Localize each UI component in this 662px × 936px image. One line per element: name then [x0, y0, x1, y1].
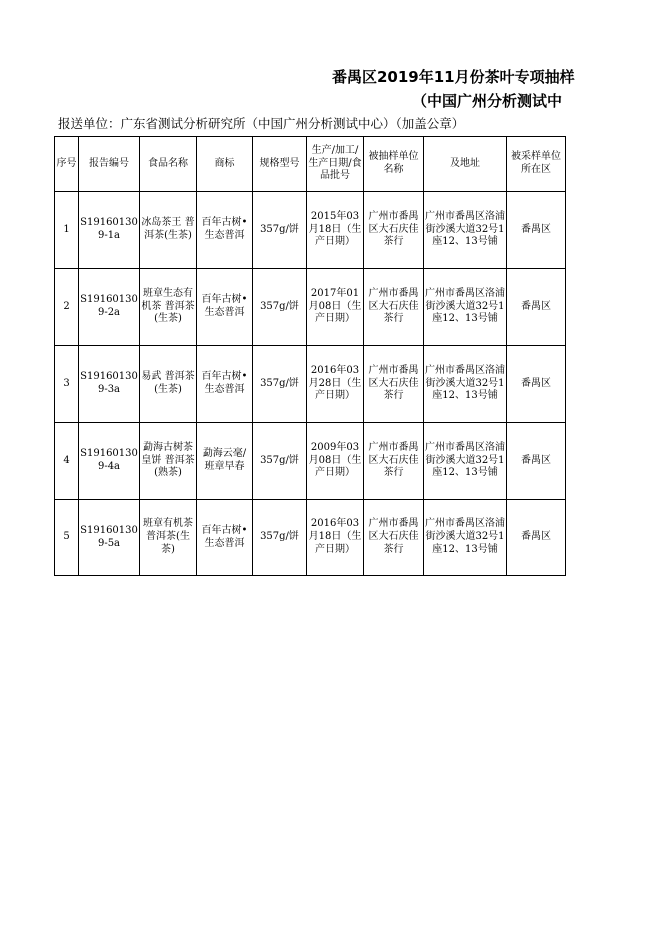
cell-address: 广州市番禺区洛浦街沙溪大道32号1座12、13号铺	[424, 192, 507, 269]
cell-index: 3	[55, 346, 79, 423]
cell-address: 广州市番禺区洛浦街沙溪大道32号1座12、13号铺	[424, 269, 507, 346]
cell-report-number: S191601309-1a	[79, 192, 140, 269]
cell-specification: 357g/饼	[253, 346, 307, 423]
cell-production-date: 2015年03月18日（生产日期）	[307, 192, 364, 269]
reporting-unit: 报送单位：广东省测试分析研究所（中国广州分析测试中心）（加盖公章）	[58, 116, 465, 131]
table-header-row	[55, 137, 566, 192]
cell-trademark: 百年古树•生态普洱	[197, 346, 253, 423]
cell-food-name: 班章生态有机茶 普洱茶(生茶)	[140, 269, 197, 346]
cell-trademark: 百年古树•生态普洱	[197, 269, 253, 346]
table-row	[55, 346, 566, 423]
cell-index: 4	[55, 423, 79, 500]
cell-address: 广州市番禺区洛浦街沙溪大道32号1座12、13号铺	[424, 500, 507, 576]
cell-production-date: 2016年03月28日（生产日期）	[307, 346, 364, 423]
cell-specification: 357g/饼	[253, 269, 307, 346]
cell-district: 番禺区	[507, 500, 566, 576]
header-specification: 规格型号	[253, 137, 307, 192]
cell-index: 2	[55, 269, 79, 346]
cell-specification: 357g/饼	[253, 192, 307, 269]
cell-sampled-unit: 广州市番禺区大石庆佳茶行	[364, 192, 424, 269]
cell-production-date: 2017年01月08日（生产日期）	[307, 269, 364, 346]
table-row	[55, 192, 566, 269]
cell-district: 番禺区	[507, 346, 566, 423]
cell-trademark: 百年古树•生态普洱	[197, 500, 253, 576]
document-subtitle: （中国广州分析测试中	[412, 92, 563, 110]
cell-specification: 357g/饼	[253, 423, 307, 500]
cell-district: 番禺区	[507, 423, 566, 500]
cell-report-number: S191601309-5a	[79, 500, 140, 576]
header-address: 及地址	[424, 137, 507, 192]
cell-report-number: S191601309-2a	[79, 269, 140, 346]
cell-index: 5	[55, 500, 79, 576]
cell-report-number: S191601309-4a	[79, 423, 140, 500]
cell-sampled-unit: 广州市番禺区大石庆佳茶行	[364, 269, 424, 346]
cell-food-name: 易武 普洱茶(生茶)	[140, 346, 197, 423]
cell-trademark: 勐海云毫/班章早春	[197, 423, 253, 500]
cell-district: 番禺区	[507, 269, 566, 346]
cell-food-name: 勐海古树茶皇饼 普洱茶(熟茶)	[140, 423, 197, 500]
cell-sampled-unit: 广州市番禺区大石庆佳茶行	[364, 500, 424, 576]
cell-production-date: 2016年03月18日（生产日期）	[307, 500, 364, 576]
document-title: 番禺区2019年11月份茶叶专项抽样	[332, 68, 575, 86]
table-row	[55, 269, 566, 346]
sampling-table	[54, 136, 566, 576]
cell-address: 广州市番禺区洛浦街沙溪大道32号1座12、13号铺	[424, 346, 507, 423]
header-report-number: 报告编号	[79, 137, 140, 192]
header-index: 序号	[55, 137, 79, 192]
cell-sampled-unit: 广州市番禺区大石庆佳茶行	[364, 346, 424, 423]
cell-trademark: 百年古树•生态普洱	[197, 192, 253, 269]
cell-report-number: S191601309-3a	[79, 346, 140, 423]
cell-production-date: 2009年03月08日（生产日期）	[307, 423, 364, 500]
header-production-date: 生产/加工/生产日期/食品批号	[307, 137, 364, 192]
table-row	[55, 423, 566, 500]
header-sampled-unit: 被抽样单位名称	[364, 137, 424, 192]
table-row	[55, 500, 566, 576]
header-food-name: 食品名称	[140, 137, 197, 192]
cell-food-name: 冰岛茶王 普洱茶(生茶)	[140, 192, 197, 269]
cell-address: 广州市番禺区洛浦街沙溪大道32号1座12、13号铺	[424, 423, 507, 500]
cell-food-name: 班章有机茶 普洱茶(生茶)	[140, 500, 197, 576]
cell-district: 番禺区	[507, 192, 566, 269]
header-trademark: 商标	[197, 137, 253, 192]
cell-sampled-unit: 广州市番禺区大石庆佳茶行	[364, 423, 424, 500]
cell-index: 1	[55, 192, 79, 269]
header-district: 被采样单位所在区	[507, 137, 566, 192]
cell-specification: 357g/饼	[253, 500, 307, 576]
